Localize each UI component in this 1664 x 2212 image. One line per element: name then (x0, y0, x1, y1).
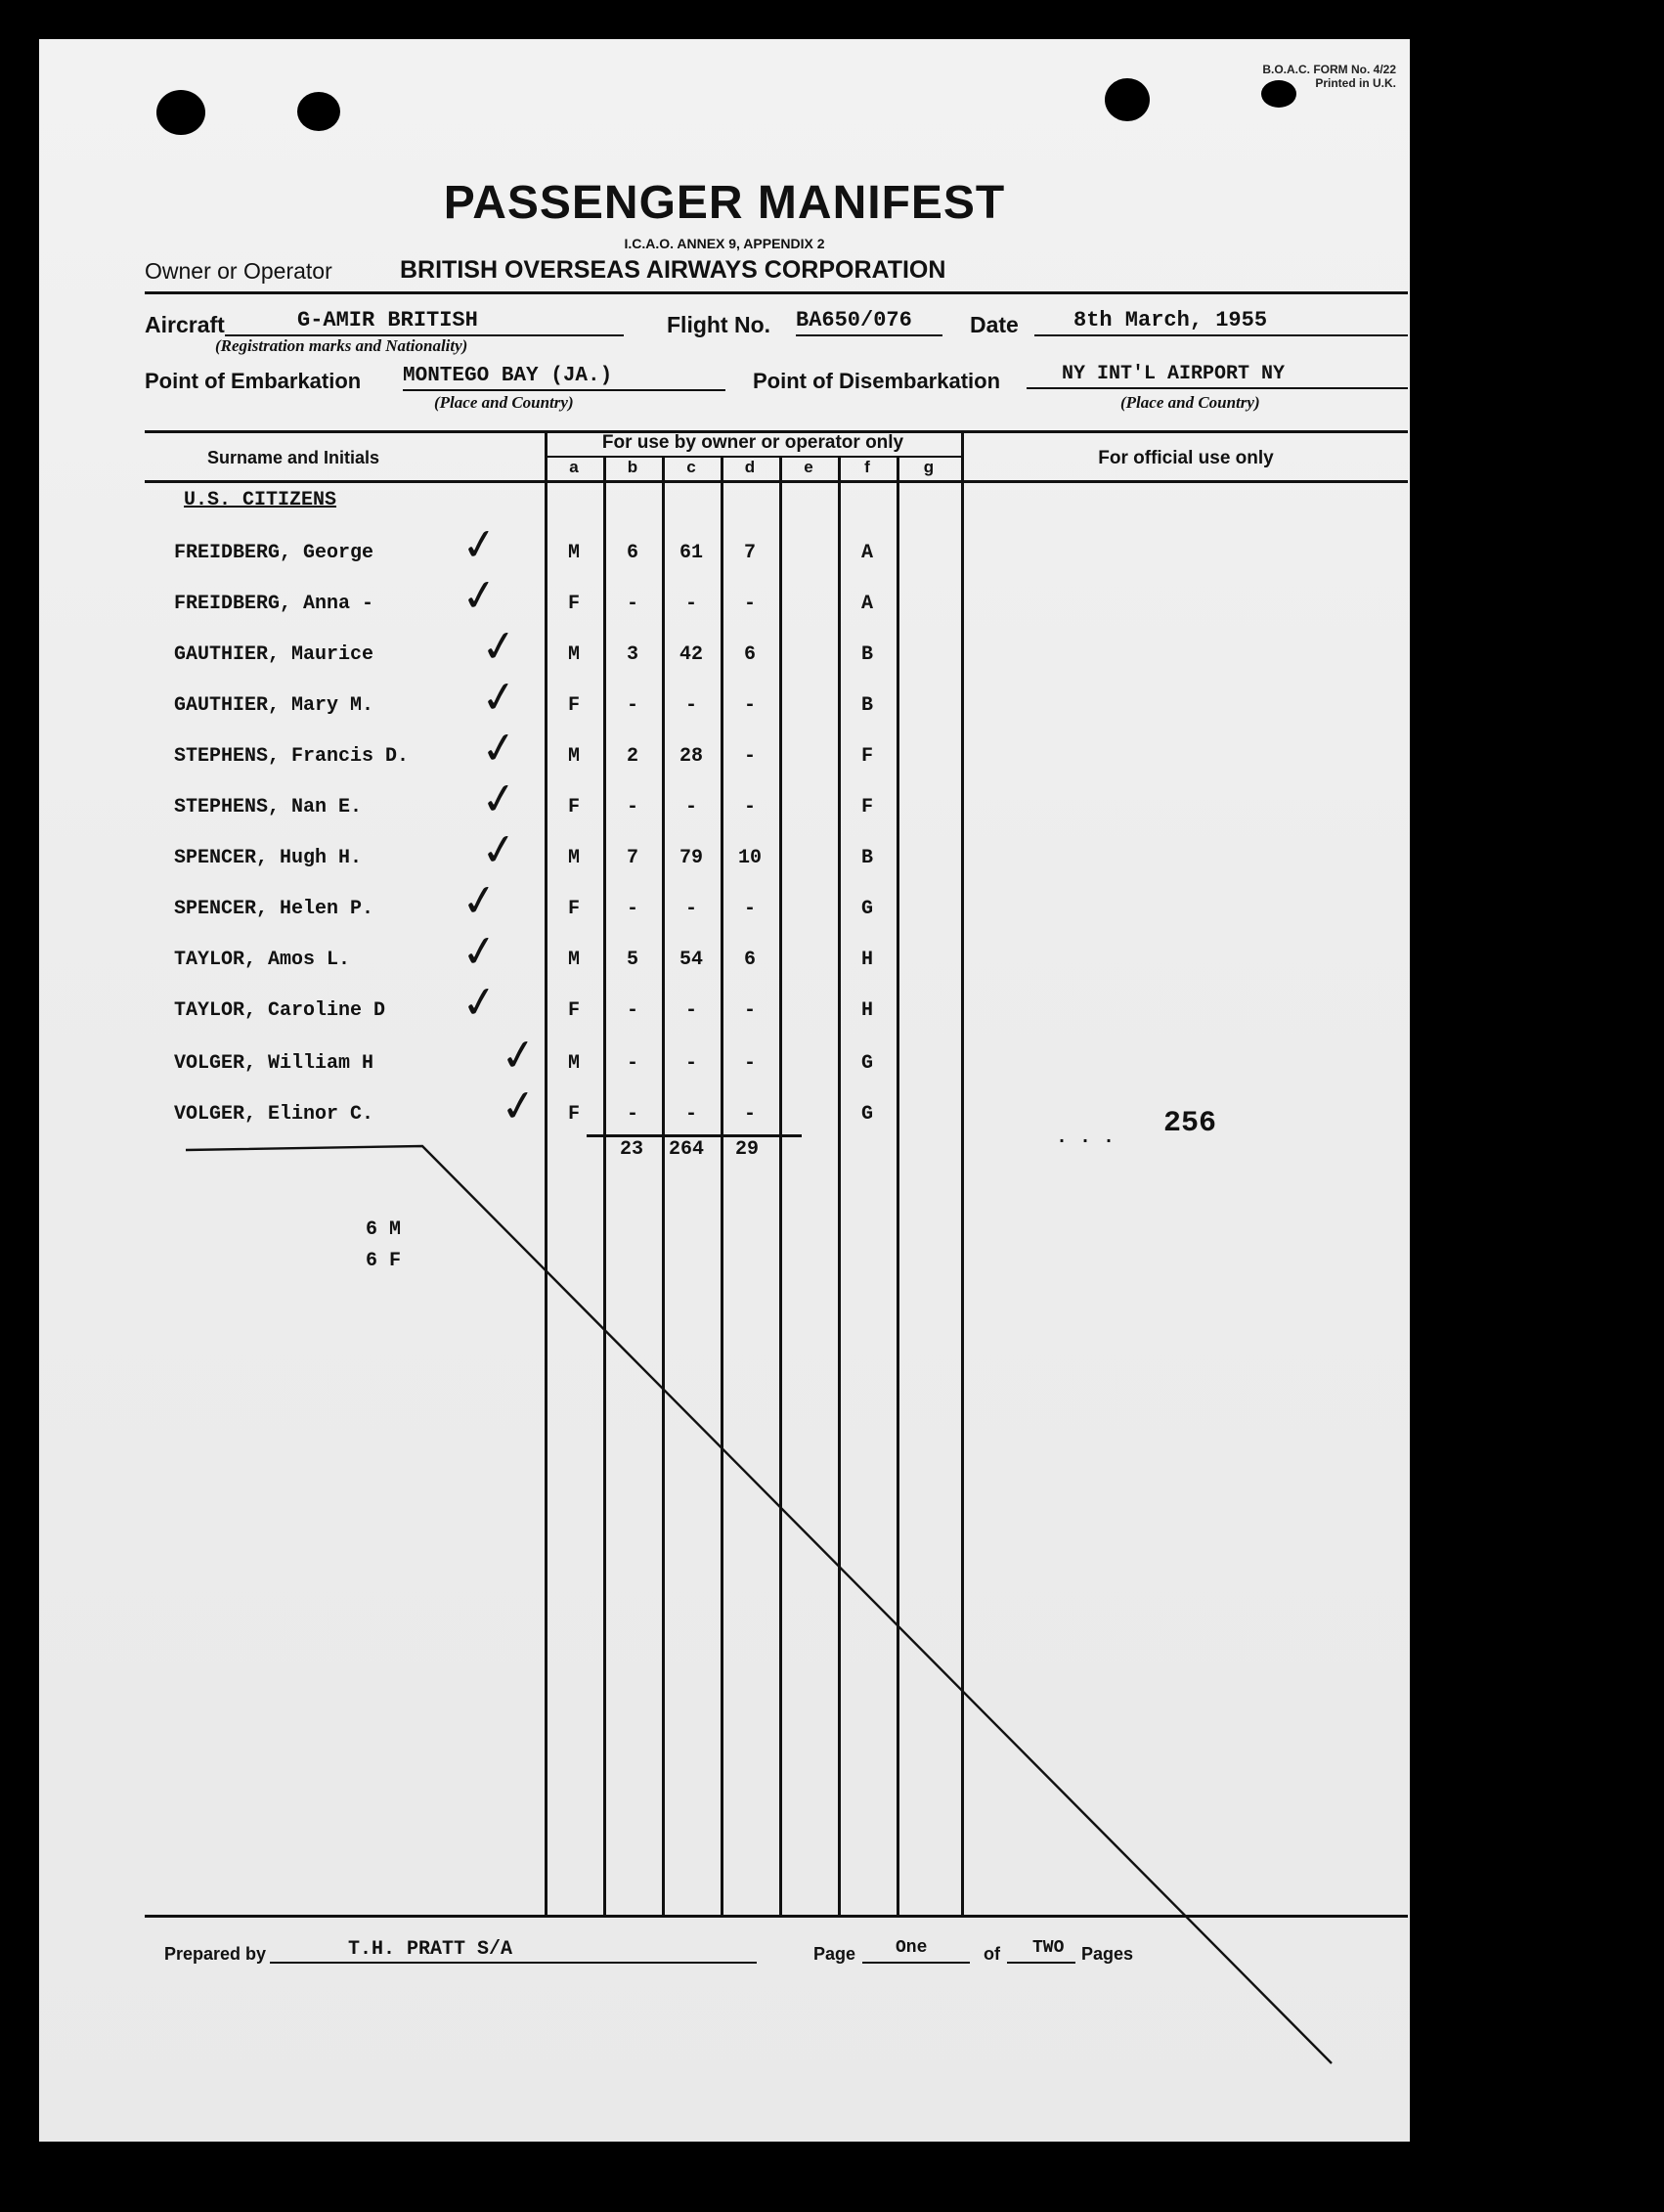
cell-b: 6 (626, 542, 638, 564)
passenger-name: GAUTHIER, Mary M. (174, 694, 374, 717)
passenger-name: FREIDBERG, George (174, 542, 374, 564)
of-value: TWO (1032, 1938, 1065, 1958)
total-d: 29 (735, 1138, 760, 1161)
check-mark: ✓ (458, 975, 502, 1031)
cell-f: A (860, 593, 873, 615)
cell-a: M (567, 847, 580, 869)
page-title: PASSENGER MANIFEST (443, 177, 1006, 229)
disembark-note: (Place and Country) (1120, 393, 1260, 412)
flight-value: BA650/076 (796, 308, 912, 332)
cell-f: B (860, 694, 873, 717)
cell-d: - (743, 745, 756, 768)
owner-label: Owner or Operator (145, 258, 332, 284)
cell-b: - (626, 1103, 638, 1126)
cell-d: 10 (737, 847, 762, 869)
cell-a: F (567, 593, 580, 615)
cell-c: 79 (679, 847, 703, 869)
count-female: 6 F (366, 1250, 402, 1272)
disembark-value: NY INT'L AIRPORT NY (1062, 363, 1286, 385)
cell-f: G (860, 1052, 873, 1075)
cell-a: F (567, 898, 580, 920)
rule (145, 1915, 1408, 1918)
cell-c: - (684, 999, 697, 1022)
cell-b: - (626, 898, 638, 920)
passenger-name: SPENCER, Helen P. (174, 898, 374, 920)
of-label: of (984, 1944, 1000, 1964)
page-subtitle: I.C.A.O. ANNEX 9, APPENDIX 2 (624, 236, 825, 251)
check-mark: ✓ (497, 1079, 541, 1134)
cell-d: - (743, 898, 756, 920)
cell-b: 5 (626, 949, 638, 971)
cell-c: 54 (679, 949, 703, 971)
embark-note: (Place and Country) (434, 393, 574, 412)
check-mark: ✓ (477, 619, 521, 675)
passenger-name: FREIDBERG, Anna - (174, 593, 374, 615)
cell-b: - (626, 694, 638, 717)
cell-d: 7 (743, 542, 756, 564)
check-mark: ✓ (477, 772, 521, 827)
check-mark: ✓ (458, 873, 502, 929)
cell-c: 61 (679, 542, 703, 564)
cell-c: - (684, 796, 697, 818)
cell-b: - (626, 593, 638, 615)
official-note: 256 (1163, 1107, 1217, 1140)
cell-c: 42 (679, 643, 703, 666)
cell-a: M (567, 643, 580, 666)
aircraft-label: Aircraft (145, 312, 225, 337)
cell-a: F (567, 999, 580, 1022)
pages-label: Pages (1081, 1944, 1134, 1964)
sub-col-header-d: d (744, 458, 756, 476)
embark-label: Point of Embarkation (145, 369, 362, 393)
sub-col-header-a: a (569, 458, 579, 476)
cell-b: 7 (626, 847, 638, 869)
col-name-header: Surname and Initials (206, 448, 380, 467)
cell-f: G (860, 1103, 873, 1126)
passenger-name: VOLGER, Elinor C. (174, 1103, 374, 1126)
passenger-name: SPENCER, Hugh H. (174, 847, 363, 869)
embark-value: MONTEGO BAY (JA.) (403, 365, 613, 387)
cell-f: H (860, 999, 873, 1022)
check-mark: ✓ (477, 822, 521, 878)
cell-a: F (567, 694, 580, 717)
passenger-name: STEPHENS, Francis D. (174, 745, 410, 768)
date-value: 8th March, 1955 (1073, 308, 1268, 332)
cell-b: 3 (626, 643, 638, 666)
cell-d: 6 (743, 643, 756, 666)
total-b: 23 (620, 1138, 644, 1161)
aircraft-note: (Registration marks and Nationality) (215, 336, 468, 355)
cell-c: - (684, 593, 697, 615)
cell-f: B (860, 847, 873, 869)
date-label: Date (970, 312, 1019, 337)
sub-col-header-e: e (804, 458, 813, 476)
printed-in: Printed in U.K. (1315, 76, 1396, 90)
of-line (1007, 1962, 1075, 1964)
page-label: Page (813, 1944, 856, 1964)
cell-b: - (626, 796, 638, 818)
passenger-name: TAYLOR, Amos L. (174, 949, 351, 971)
cell-c: - (684, 1103, 697, 1126)
cell-a: M (567, 1052, 580, 1075)
cell-f: F (860, 796, 873, 818)
cancel-line (186, 1146, 1332, 2063)
flight-label: Flight No. (667, 312, 771, 337)
cell-d: - (743, 1103, 756, 1126)
prepared-line (270, 1962, 757, 1964)
passenger-name: TAYLOR, Caroline D (174, 999, 386, 1022)
page-line (862, 1962, 970, 1964)
page-value: One (896, 1938, 928, 1958)
cell-f: F (860, 745, 873, 768)
aircraft-value: G-AMIR BRITISH (297, 308, 478, 332)
check-mark: ✓ (477, 721, 521, 776)
cell-a: M (567, 745, 580, 768)
cell-d: - (743, 796, 756, 818)
count-male: 6 M (366, 1218, 402, 1241)
cell-a: F (567, 796, 580, 818)
cell-d: - (743, 593, 756, 615)
cell-a: F (567, 1103, 580, 1126)
passenger-name: VOLGER, William H (174, 1052, 374, 1075)
check-mark: ✓ (458, 517, 502, 573)
official-dots: . . . (1056, 1127, 1116, 1149)
check-mark: ✓ (477, 670, 521, 726)
prepared-label: Prepared by (164, 1944, 267, 1964)
manifest-sheet (39, 39, 1410, 2142)
check-mark: ✓ (458, 924, 502, 980)
cell-c: - (684, 694, 697, 717)
cell-a: M (567, 542, 580, 564)
cell-d: - (743, 1052, 756, 1075)
cell-f: B (860, 643, 873, 666)
sub-col-header-b: b (627, 458, 638, 476)
cell-a: M (567, 949, 580, 971)
cell-d: - (743, 999, 756, 1022)
total-c: 264 (669, 1138, 705, 1161)
passenger-name: STEPHENS, Nan E. (174, 796, 363, 818)
cancel-line-stroke (39, 39, 1410, 2142)
passenger-name: GAUTHIER, Maurice (174, 643, 374, 666)
cell-c: 28 (679, 745, 703, 768)
cell-b: - (626, 999, 638, 1022)
disembark-label: Point of Disembarkation (753, 369, 1001, 393)
cell-f: G (860, 898, 873, 920)
check-mark: ✓ (497, 1028, 541, 1084)
cell-c: - (684, 898, 697, 920)
check-mark: ✓ (458, 568, 502, 624)
sub-col-header-c: c (686, 458, 696, 476)
sub-col-header-f: f (864, 458, 870, 476)
section-heading: U.S. CITIZENS (184, 489, 337, 511)
cell-c: - (684, 1052, 697, 1075)
cell-d: - (743, 694, 756, 717)
cell-b: - (626, 1052, 638, 1075)
prepared-value: T.H. PRATT S/A (348, 1938, 513, 1961)
col-official-header: For official use only (1098, 448, 1274, 468)
cell-d: 6 (743, 949, 756, 971)
sub-col-header-g: g (923, 458, 935, 476)
owner-value: BRITISH OVERSEAS AIRWAYS CORPORATION (400, 256, 946, 284)
cell-b: 2 (626, 745, 638, 768)
cell-f: H (860, 949, 873, 971)
form-number: B.O.A.C. FORM No. 4/22 (1262, 63, 1396, 76)
cell-f: A (860, 542, 873, 564)
col-owner-header: For use by owner or operator only (601, 432, 904, 453)
